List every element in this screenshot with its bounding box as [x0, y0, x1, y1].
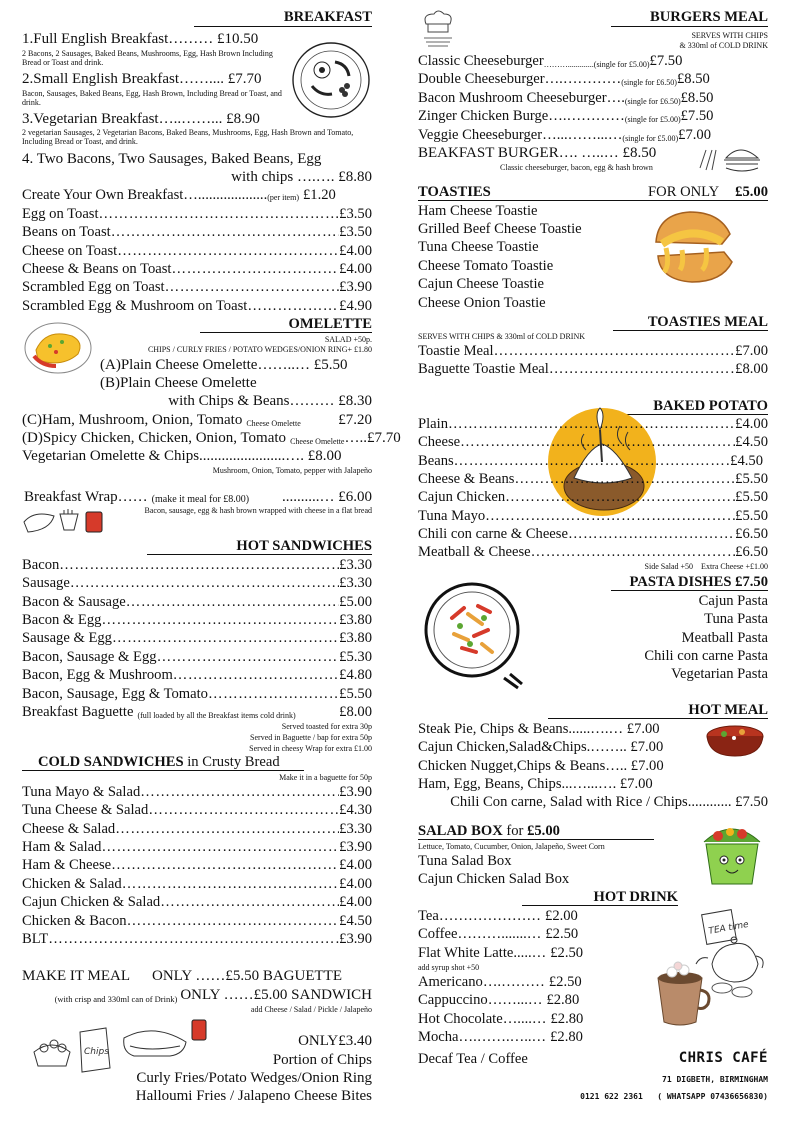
list-item: Cajun Cheese Toastie: [418, 276, 544, 292]
cafe-address: 71 DIGBETH, BIRMINGHAM: [662, 1075, 768, 1084]
hot-meal-heading: HOT MEAL: [548, 702, 768, 719]
curly-fries: Curly Fries/Potato Wedges/Onion Ring: [136, 1070, 372, 1086]
toastie-icon: [648, 204, 740, 288]
salad-box-heading: SALAD BOX for £5.00: [418, 823, 654, 840]
list-item: Zinger Chicken Burge ….………… (single for £5.00) £7.50: [418, 108, 714, 124]
make-it-meal-baguette: MAKE IT MEAL ONLY ……£5.50 BAGUETTE: [22, 968, 342, 984]
list-item: Bacon & Sausage ……………………………………………………………………………………………………………… £5.00: [22, 593, 372, 611]
list-item: Scrambled Egg on Toast ……………………………………………………………………………………………………………… £3.90: [22, 278, 372, 296]
list-item: Cajun Chicken Salad Box: [418, 871, 570, 887]
list-item: Bacon, Sausage & Egg ……………………………………………………………………………………………………………… £5.30: [22, 648, 372, 666]
vegetarian-breakfast-desc: 2 vegetarian Sausages, 2 Vegetarian Bacons, Baked Beans, Mushrooms, Egg, Hash Brown and Tomato, Including Bread or Toast, and drink.: [22, 128, 354, 146]
make-it-meal-sandwich: (with crisp and 330ml can of Drink) ONLY ……£5.00 SANDWICH: [54, 987, 372, 1004]
meal-illustration-icon: [28, 1018, 208, 1076]
omelette-salad-note: SALAD +50p.: [324, 335, 372, 344]
vegetarian-omelette: Vegetarian Omelette & Chips.......................…. £8.00: [22, 448, 342, 464]
burgers-note-1: SERVES WITH CHIPS: [691, 31, 768, 40]
list-item: Cheese ……………………………………………………………………………………………………………… £4.50: [418, 433, 768, 451]
list-item: Scrambled Egg & Mushroom on Toast ……………………………………………………………………………………………………………… £4.90: [22, 297, 372, 315]
cafe-name: CHRIS CAFÉ: [678, 1050, 768, 1066]
breakfast-wrap-desc: Bacon, sausage, egg & hash brown wrapped with cheese in a flat bread: [144, 506, 372, 515]
breakfast-heading: BREAKFAST: [194, 11, 372, 27]
tea-time-icon: [638, 908, 768, 1046]
list-item: Cappuccino……...… £2.80: [418, 992, 580, 1008]
list-item: Americano….……… £2.50: [418, 974, 582, 990]
list-item: Hot Chocolate…....… £2.80: [418, 1011, 584, 1027]
list-item: Baguette Toastie Meal ……………………………………………………………………………………………………………… £8.00: [418, 360, 768, 378]
hot-sandwich-note-1: Served toasted for extra 30p: [281, 722, 372, 731]
list-item: Cheese Onion Toastie: [418, 295, 546, 311]
list-item: Sausage ……………………………………………………………………………………………………………… £3.30: [22, 574, 372, 592]
full-english-desc: 2 Bacons, 2 Sausages, Baked Beans, Mushrooms, Egg, Hash Brown Including Bread or Toast and drink.: [22, 49, 273, 67]
toasties-for-only: FOR ONLY: [648, 184, 720, 200]
list-item: Flat White Latte.....… £2.50: [418, 945, 584, 961]
list-item: Cheese & Beans ……………………………………………………………………………………………………………… £5.50: [418, 470, 768, 488]
chips-bag-label: Chips: [84, 1047, 109, 1057]
vegetarian-breakfast-item: 3.Vegetarian Breakfast…..……... £8.90: [22, 111, 260, 127]
cafe-phone: 0121 622 2361 ( WHATSAPP 07436656830): [580, 1092, 768, 1101]
omelette-d: (D)Spicy Chicken, Chicken, Onion, Tomato Cheese Omelette …..£7.70: [22, 430, 401, 446]
vegetarian-omelette-desc: Mushroom, Onion, Tomato, pepper with Jalapeño: [212, 466, 372, 475]
list-item: Tea………………… £2.00: [418, 908, 578, 924]
list-item: Cajun Chicken & Salad ……………………………………………………………………………………………………………… £4.00: [22, 893, 372, 911]
list-item: Create Your Own Breakfast…................... (per item) £1.20: [22, 187, 336, 203]
burgers-note-2: & 330ml of COLD DRINK: [679, 41, 768, 50]
list-item: BLT ……………………………………………………………………………………………………………… £3.90: [22, 930, 372, 948]
hot-sandwiches-heading: HOT SANDWICHES: [147, 538, 372, 555]
list-item: Chicken & Salad ……………………………………………………………………………………………………………… £4.00: [22, 875, 372, 893]
list-item: Veggie Cheeseburger …...……...… (single for £5.00) £7.00: [418, 127, 712, 143]
list-item: Vegetarian Pasta: [671, 666, 768, 682]
pasta-plate-icon: [424, 578, 528, 690]
list-item: Double Cheeseburger ….………… (single for £6.50) £8.50: [418, 71, 710, 87]
omelette-sides-note: CHIPS / CURLY FRIES / POTATO WEDGES/ONION RING+ £1.80: [147, 345, 372, 354]
breakfast-item-4-line1: 4. Two Bacons, Two Sausages, Baked Beans, Egg: [22, 151, 322, 167]
cold-sandwiches-heading: COLD SANDWICHES in Crusty Bread: [22, 754, 304, 771]
list-item: Bacon ……………………………………………………………………………………………………………… £3.30: [22, 556, 372, 574]
small-english-item: 2.Small English Breakfast…….... £7.70: [22, 71, 262, 87]
pasta-heading: PASTA DISHES £7.50: [611, 574, 768, 591]
list-item: Cheese & Salad ……………………………………………………………………………………………………………… £3.30: [22, 820, 372, 838]
list-item: Cheese Tomato Toastie: [418, 258, 554, 274]
breakfast-item-4-line2: with chips ….…. £8.80: [231, 169, 372, 185]
list-item: Meatball & Cheese ……………………………………………………………………………………………………………… £6.50: [418, 543, 768, 561]
toasties-meal-note: SERVES WITH CHIPS & 330ml of COLD DRINK: [418, 332, 585, 341]
chips-price: ONLY£3.40: [298, 1033, 372, 1049]
list-item: Classic Cheeseburger ………............. (single for £5.00) £7.50: [418, 53, 683, 69]
list-item: Cajun Chicken,Salad&Chips.…….. £7.00: [418, 739, 664, 755]
list-item: Bacon, Sausage, Egg & Tomato ……………………………………………………………………………………………………………… £5.50: [22, 685, 372, 703]
list-item: Cajun Chicken ……………………………………………………………………………………………………………… £5.50: [418, 488, 768, 506]
list-item: Coffee……….......… £2.50: [418, 926, 579, 942]
beakfast-burger: BEAKFAST BURGER…. …..… £8.50: [418, 145, 657, 161]
toasties-meal-heading: TOASTIES MEAL: [613, 314, 768, 331]
chef-hat-icon: [420, 10, 456, 50]
beakfast-burger-desc: Classic cheeseburger, bacon, egg & hash brown: [500, 163, 653, 172]
list-item: Chili con carne & Cheese ……………………………………………………………………………………………………………… £6.50: [418, 525, 768, 543]
burger-fries-icon: [696, 142, 766, 174]
list-item: Ham & Salad ……………………………………………………………………………………………………………… £3.90: [22, 838, 372, 856]
breakfast-plate-icon: [290, 40, 372, 120]
list-item: Grilled Beef Cheese Toastie: [418, 221, 582, 237]
list-item: Beans on Toast ……………………………………………………………………………………………………………… £3.50: [22, 223, 372, 241]
list-item: Cheese & Beans on Toast ……………………………………………………………………………………………………………… £4.00: [22, 260, 372, 278]
list-item: Mocha….…….…..… £2.80: [418, 1029, 583, 1045]
list-item: Bacon Mushroom Cheeseburger …. (single for £6.50) £8.50: [418, 90, 714, 106]
list-item: Tuna Mayo & Salad ……………………………………………………………………………………………………………… £3.90: [22, 783, 372, 801]
list-item: Beans ……………………………………………………………………………………………………………… £4.50: [418, 452, 763, 470]
list-item: Tuna Mayo ……………………………………………………………………………………………………………… £5.50: [418, 507, 768, 525]
list-item: Tuna Cheese & Salad ……………………………………………………………………………………………………………… £4.30: [22, 801, 372, 819]
toasties-price: £5.00: [735, 184, 768, 200]
meal-extras: add Cheese / Salad / Pickle / Jalapeño: [250, 1005, 372, 1014]
list-item: Chicken & Bacon ……………………………………………………………………………………………………………… £4.50: [22, 912, 372, 930]
cold-sandwiches-note: Make it in a baguette for 50p: [279, 773, 372, 782]
list-item: Chili con carne Pasta: [644, 648, 768, 664]
list-item: Cheese on Toast ……………………………………………………………………………………………………………… £4.00: [22, 242, 372, 260]
list-item: Ham & Cheese ……………………………………………………………………………………………………………… £4.00: [22, 856, 372, 874]
hot-drink-heading: HOT DRINK: [522, 889, 678, 906]
list-item: Ham Cheese Toastie: [418, 203, 538, 219]
list-item: Plain ……………………………………………………………………………………………………………… £4.00: [418, 415, 768, 433]
tea-time-sign-text: TEA time: [707, 919, 750, 937]
list-item: Meatball Pasta: [681, 630, 768, 646]
omelette-b-line2: with Chips & Beans……… £8.30: [168, 393, 372, 409]
portion-of-chips: Portion of Chips: [272, 1052, 372, 1068]
toasties-heading: TOASTIES: [418, 184, 491, 200]
list-item: Tuna Cheese Toastie: [418, 239, 539, 255]
list-item: Tuna Salad Box: [418, 853, 512, 869]
salad-box-icon: [696, 822, 768, 892]
list-item: Sausage & Egg ……………………………………………………………………………………………………………… £3.80: [22, 629, 372, 647]
list-item: Egg on Toast ……………………………………………………………………………………………………………… £3.50: [22, 205, 372, 223]
decaf-item: Decaf Tea / Coffee: [418, 1051, 528, 1067]
list-item: Toastie Meal ……………………………………………………………………………………………………………… £7.00: [418, 342, 768, 360]
omelette-c: (C)Ham, Mushroom, Onion, Tomato Cheese Omelette £7.20: [22, 412, 372, 428]
burgers-heading: BURGERS MEAL: [611, 11, 768, 27]
syrup-note: add syrup shot +50: [418, 963, 480, 972]
wrap-meal-icon: [22, 508, 112, 534]
omelette-plate-icon: [22, 320, 94, 376]
list-item: Chili Con carne, Salad with Rice / Chips............ £7.50: [450, 794, 768, 810]
small-english-desc: Bacon, Sausages, Baked Beans, Egg, Hash Brown, Including Bread or Toast, and drink.: [22, 89, 282, 107]
breakfast-baguette: Breakfast Baguette (full loaded by all the Breakfast items cold drink) £8.00: [22, 704, 372, 720]
list-item: Tuna Pasta: [704, 611, 768, 627]
omelette-a: (A)Plain Cheese Omelette……..… £5.50: [100, 357, 348, 373]
list-item: Bacon, Egg & Mushroom ……………………………………………………………………………………………………………… £4.80: [22, 666, 372, 684]
hot-sandwich-note-3: Served in cheesy Wrap for extra £1.00: [249, 744, 372, 753]
list-item: Chicken Nugget,Chips & Beans….. £7.00: [418, 758, 664, 774]
list-item: Bacon & Egg ……………………………………………………………………………………………………………… £3.80: [22, 611, 372, 629]
hot-sandwich-note-2: Served in Baguette / bap for extra 50p: [250, 733, 372, 742]
salad-box-note: Lettuce, Tomato, Cucumber, Onion, Jalapeño, Sweet Corn: [418, 842, 605, 851]
list-item: Ham, Egg, Beans, Chips...…...…. £7.00: [418, 776, 653, 792]
baked-potato-note: Side Salad +50 Extra Cheese +£1.00: [644, 562, 768, 571]
toasties-heading-row: [418, 184, 768, 201]
list-item: Steak Pie, Chips & Beans......….… £7.00: [418, 721, 660, 737]
omelette-b: (B)Plain Cheese Omelette: [100, 375, 257, 391]
halloumi-fries: Halloumi Fries / Jalapeno Cheese Bites: [135, 1088, 372, 1104]
full-english-item: 1.Full English Breakfast……… £10.50: [22, 31, 259, 47]
baked-potato-heading: BAKED POTATO: [588, 398, 768, 415]
omelette-heading: OMELETTE: [200, 316, 372, 333]
list-item: Cajun Pasta: [698, 593, 768, 609]
hot-meal-bowl-icon: [704, 720, 766, 758]
breakfast-wrap: Breakfast Wrap…… (make it meal for £8.00) ..........… £6.00: [24, 489, 372, 505]
